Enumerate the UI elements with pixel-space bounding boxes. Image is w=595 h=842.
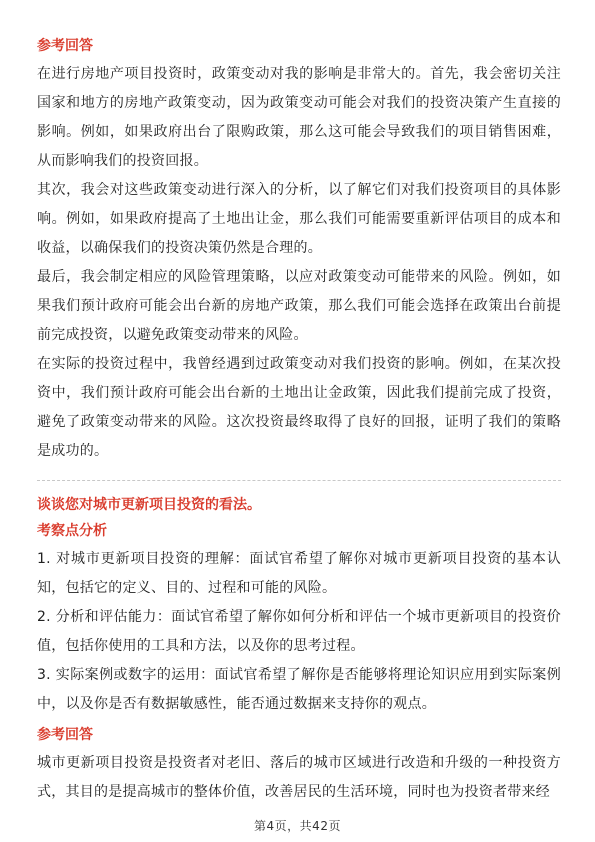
- analysis-item-2: 2. 分析和评估能力：面试官希望了解你如何分析和评估一个城市更新项目的投资价值，包括你使用的工具和方法，以及你的思考过程。: [37, 609, 561, 654]
- analysis-item-1: 1. 对城市更新项目投资的理解：面试官希望了解你对城市更新项目投资的基本认知，包括它的定义、目的、过程和可能的风险。: [37, 551, 561, 596]
- answer-paragraph-2: 其次，我会对这些政策变动进行深入的分析，以了解它们对我们投资项目的具体影响。例如，如果政府提高了土地出让金，那么我们可能需要重新评估项目的成本和收益，以确保我们的投资决策仍然是合理的。: [37, 182, 561, 256]
- analysis-heading: 考察点分析: [37, 523, 107, 539]
- interview-question: 谈谈您对城市更新项目投资的看法。: [37, 497, 261, 513]
- reference-answer-heading-1: 参考回答: [37, 38, 93, 54]
- document-page: [37, 36, 561, 807]
- answer-paragraph-3: 最后，我会制定相应的风险管理策略，以应对政策变动可能带来的风险。例如，如果我们预计政府可能会出台新的房地产政策，那么我们可能会选择在政策出台前提前完成投资，以避免政策变动带来的风险。: [37, 269, 561, 343]
- reference-answer-heading-2: 参考回答: [37, 727, 93, 743]
- analysis-item-3: 3. 实际案例或数字的运用：面试官希望了解你是否能够将理论知识应用到实际案例中，以及你是否有数据敏感性，能否通过数据来支持你的观点。: [37, 667, 561, 712]
- answer-paragraph-1: 在进行房地产项目投资时，政策变动对我的影响是非常大的。首先，我会密切关注国家和地方的房地产政策变动，因为政策变动可能会对我们的投资决策产生直接的影响。例如，如果政府出台了限购政策，那么这可能会导致我们的项目销售困难，从而影响我们的投资回报。: [37, 66, 561, 169]
- answer-paragraph-4: 在实际的投资过程中，我曾经遇到过政策变动对我们投资的影响。例如，在某次投资中，我们预计政府可能会出台新的土地出让金政策，因此我们提前完成了投资，避免了政策变动带来的风险。这次投资最终取得了良好的回报，证明了我们的策略是成功的。: [37, 356, 561, 459]
- answer2-paragraph-1: 城市更新项目投资是投资者对老旧、落后的城市区域进行改造和升级的一种投资方式，其目的是提高城市的整体价值，改善居民的生活环境，同时也为投资者带来经: [37, 755, 561, 800]
- page-number: 第4页，共42页: [254, 819, 341, 833]
- section-divider: [37, 480, 561, 481]
